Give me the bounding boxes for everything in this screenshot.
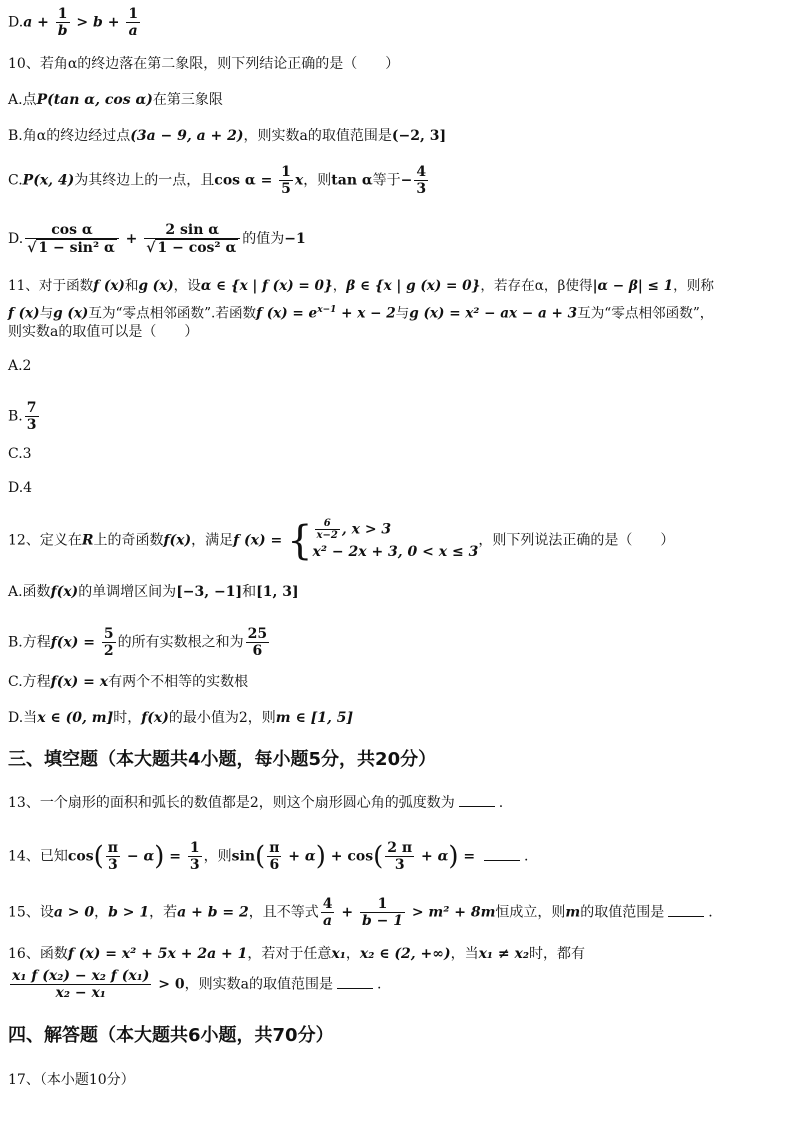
q11-exp: x−1: [317, 305, 337, 315]
q11-option-a: [8, 356, 786, 376]
q12-d-label: D.当: [8, 710, 38, 726]
q9-option-d: D.a + $\frac{1}{b}$ > b + $\frac{1}{a}$: [8, 6, 139, 39]
q11-line3: [8, 322, 786, 342]
q12-a-fx: f(x): [50, 584, 79, 600]
q12-option-d: [8, 708, 786, 728]
q10-option-a: [8, 90, 786, 110]
q12-b-frac: $\frac{5}{2}$: [103, 626, 114, 659]
q10-option-c: [8, 164, 786, 197]
q15-m: m: [565, 904, 581, 921]
q14-answer-blank[interactable]: [484, 846, 520, 861]
q12-a-label: A.函数: [8, 584, 51, 600]
q13-answer-blank[interactable]: [459, 792, 495, 807]
q12-R: R: [81, 532, 94, 549]
q14-frac-13: $\frac{1}{3}$: [189, 840, 200, 873]
q11-text: ，则称: [673, 278, 714, 294]
q12-text: 12、定义在: [8, 532, 82, 549]
q11-fx: f (x): [93, 278, 125, 294]
q14-text2: ，则: [203, 848, 232, 865]
q11-alpha-set: α ∈ {x | f (x) = 0}: [200, 278, 333, 294]
q14-cos: cos: [67, 848, 94, 865]
q10-b-expr: (3a − 9, a + 2): [130, 128, 244, 144]
q10-c-text3: 等于: [372, 172, 401, 189]
q14-end: .: [524, 848, 529, 865]
q16-text: 时，都有: [529, 946, 586, 962]
q16-neq: x₁ ≠ x₂: [478, 946, 530, 962]
q14-cos2: cos: [347, 848, 374, 865]
q11-abs: |α − β| ≤ 1: [592, 278, 674, 294]
q13-text: 13、一个扇形的面积和弧长的数值都是2，则这个扇形圆心角的弧度数为: [8, 795, 455, 811]
op-gt: >: [71, 14, 94, 31]
q11-text: ，设: [173, 278, 201, 294]
q10-stem-text: 10、若角α的终边落在第二象限，则下列结论正确的是（ ）: [8, 56, 400, 72]
q16-fdef: f (x) = x² + 5x + 2a + 1: [67, 946, 248, 962]
q11-text: 和: [124, 278, 139, 294]
q11-text: 互为“零点相邻函数”.若函数: [88, 305, 257, 322]
q11-option-d: [8, 478, 786, 498]
frac-1-over-a: $\frac{1}{a}$: [128, 6, 139, 39]
q10-c-x: x: [294, 172, 304, 189]
q12-b-fx: f(x) =: [50, 634, 100, 651]
q12-stem: [8, 518, 786, 563]
q10-c-point: P(x, 4): [22, 172, 75, 189]
q17-text: 17、（本小题10分）: [8, 1072, 135, 1088]
q12-c-label: C.方程: [8, 674, 51, 690]
section-4-title: 四、解答题（本大题共6小题，共70分）: [8, 1025, 334, 1046]
q15-plus: +: [336, 904, 358, 921]
q14-eq: =: [164, 848, 186, 865]
q11-text: 互为“零点相邻函数”，: [577, 305, 714, 322]
var-b: b: [93, 14, 103, 31]
q16-text: ，当: [450, 946, 479, 962]
q10-d-text: 的值为: [242, 231, 285, 247]
q14-frac-2pi3: $\frac{2 \pi}{3}$: [387, 840, 413, 873]
q10-a-label: A.点: [8, 92, 37, 108]
section-3-title: 三、填空题（本大题共4小题，每小题5分，共20分）: [8, 749, 437, 770]
q11-c-text: C.3: [8, 446, 32, 462]
q12-text: ，满足: [191, 532, 234, 549]
q11-text: 与: [39, 305, 54, 322]
q12-a-text: 的单调增区间为: [78, 584, 177, 600]
q12-brace: {: [287, 517, 313, 564]
q12-d-expr: x ∈ (0, m]: [37, 710, 114, 726]
frac-1-over-b: $\frac{1}{b}$: [57, 6, 68, 39]
q12-text: 上的奇函数: [93, 532, 164, 549]
q11-option-c: [8, 444, 786, 464]
q12-c-text: 有两个不相等的实数根: [108, 674, 249, 690]
q12-d-expr2: m ∈ [1, 5]: [275, 710, 354, 726]
q15-sep: ，: [94, 904, 109, 921]
q16-text: 16、函数: [8, 946, 68, 962]
q12-d-text2: 的最小值为2，则: [168, 710, 276, 726]
q15-c1: a > 0: [53, 904, 95, 921]
q14-frac-pi6: $\frac{\pi}{6}$: [269, 840, 280, 873]
q10-c-frac2: $\frac{4}{3}$: [416, 164, 427, 197]
q11-d-text: D.4: [8, 480, 33, 496]
q12-d-fx: f(x): [141, 710, 169, 726]
q16-answer-blank[interactable]: [337, 974, 373, 989]
q14-plus: +: [325, 848, 348, 865]
q10-b-text: ，则实数a的取值范围是: [243, 128, 392, 144]
q14-eq2: =: [458, 848, 481, 865]
q15-text: 的取值范围是: [580, 904, 665, 921]
q11-option-b: [8, 400, 786, 433]
q16-end: .: [377, 976, 382, 993]
q15-answer-blank[interactable]: [668, 902, 704, 917]
q12-d-text1: 时，: [113, 710, 142, 726]
q11-line2: [8, 300, 786, 324]
q10-c-cos: cos α =: [214, 172, 278, 189]
section-4-heading: [8, 1026, 786, 1046]
q15-frac-1b: $\frac{1}{b - 1}$: [361, 896, 403, 929]
q11-text: 11、对于函数: [8, 278, 94, 294]
q16-text: ，若对于任意: [247, 946, 332, 962]
q9-d-label: D.: [8, 14, 24, 31]
op-plus: +: [120, 231, 143, 247]
q10-c-tan: tan α: [331, 172, 373, 189]
q16-text: ，则实数a的取值范围是: [184, 976, 334, 993]
q12-b-frac2: $\frac{25}{6}$: [247, 626, 268, 659]
q16-gt0: > 0: [153, 976, 185, 993]
q15-text: 恒成立，则: [495, 904, 566, 921]
q10-c-text1: 为其终边上的一点，且: [74, 172, 215, 189]
q10-d-frac1: $\frac{\text{cos α}}{\text{√ 1 − sin² α}}$: [25, 222, 119, 256]
q16-frac: $\frac{\text{x₁ f (x₂) − x₂ f (x₁)}}{\text{x₂ − x₁}}$: [12, 968, 150, 1001]
q12-text: ，则下列说法正确的是（ ）: [478, 532, 675, 549]
q11-gx: g (x): [138, 278, 174, 294]
q15-text: ，若: [149, 904, 178, 921]
q12-option-c: [8, 672, 786, 692]
q15-end: .: [708, 904, 713, 921]
q11-a-text: A.2: [8, 358, 32, 374]
q15-c3: a + b = 2: [177, 904, 249, 921]
q14-sin: sin: [231, 848, 256, 865]
q17: [8, 1070, 786, 1090]
q14-frac-pi3: $\frac{\pi}{3}$: [107, 840, 118, 873]
q13: [8, 792, 786, 813]
q11-fdef2: + x − 2: [336, 305, 396, 322]
q12-a-and: 和: [242, 584, 257, 600]
q12-option-b: [8, 626, 786, 659]
q15-gt: > m² + 8m: [406, 904, 496, 921]
q12-a-i2: [1, 3]: [256, 584, 299, 600]
q16-sep: ，: [345, 946, 360, 962]
q11-b-label: B.: [8, 408, 23, 425]
q11-beta-set: β ∈ {x | g (x) = 0}: [346, 278, 481, 294]
q11-text: 与: [395, 305, 410, 322]
op-plus: +: [32, 14, 54, 31]
q16-line2: [8, 968, 786, 1001]
q10-option-d: [8, 222, 786, 256]
q10-c-label: C.: [8, 172, 23, 189]
q12-b-label: B.方程: [8, 634, 51, 651]
q16-x1: x₁: [331, 946, 346, 962]
q10-b-label: B.角α的终边经过点: [8, 128, 131, 144]
q12-option-a: [8, 582, 786, 602]
q10-c-frac: $\frac{1}{5}$: [281, 164, 291, 197]
q12-cases: $\frac{6}{x-2}$ , x > 3 x² − 2x + 3, 0 < x ≤ 3: [312, 518, 479, 560]
q14-minus-alpha: − α: [121, 848, 155, 865]
q10-b-range: (−2, 3]: [391, 128, 447, 144]
q11-fx: f (x): [8, 305, 40, 322]
q13-end: .: [498, 795, 504, 811]
q10-d-val: −1: [284, 231, 306, 247]
q11-gdef: g (x) = x² − ax − a + 3: [409, 305, 578, 322]
q11-b-frac: $\frac{7}{3}$: [26, 400, 37, 433]
q10-a-expr: P(tan α, cos α): [36, 92, 153, 108]
q15-c2: b > 1: [108, 904, 150, 921]
var-a: a: [23, 14, 33, 31]
q11-gx: g (x): [53, 305, 89, 322]
q14-text: 14、已知: [8, 848, 68, 865]
q11-text: ，若存在α，β使得: [480, 278, 593, 294]
q15-text: ，且不等式: [248, 904, 319, 921]
q12-a-i1: [−3, −1]: [176, 584, 243, 600]
q10-c-text2: ，则: [303, 172, 332, 189]
q10-a-text: 在第三象限: [152, 92, 223, 108]
q14: 14、已知cos( $\frac{\pi}{3}$ − α) = $\frac{1}{3}$ ，则sin( $\frac{\pi}{6}$ + α) + cos( $\frac{2 \pi}{3}$ + α) = .: [8, 840, 529, 873]
q12-fx: f(x): [163, 532, 192, 549]
q15: [8, 896, 786, 929]
q10-stem: [8, 54, 786, 74]
q10-option-b: [8, 126, 786, 146]
q12-fdef: f (x) =: [233, 532, 288, 549]
q11-line3-text: 则实数a的取值可以是（ ）: [8, 324, 199, 340]
q10-d-label: D.: [8, 231, 24, 247]
section-3-heading: [8, 750, 786, 770]
q10-c-neg: −: [400, 172, 413, 189]
q14-plus-alpha2: + α: [416, 848, 449, 865]
q15-text: 15、设: [8, 904, 54, 921]
q11-line1: [8, 276, 786, 296]
q16-line1: [8, 944, 786, 964]
q10-d-frac2: $\frac{\text{2 sin α}}{\text{√ 1 − cos² α}}$: [144, 222, 240, 256]
q15-frac-4a: $\frac{4}{a}$: [322, 896, 333, 929]
q14-plus-alpha: + α: [283, 848, 316, 865]
q11-fdef: f (x) = e: [256, 305, 318, 322]
q16-x2dom: x₂ ∈ (2, +∞): [359, 946, 451, 962]
q11-text: ，: [332, 278, 347, 294]
q12-b-text: 的所有实数根之和为: [117, 634, 244, 651]
q12-c-expr: f(x) = x: [50, 674, 109, 690]
